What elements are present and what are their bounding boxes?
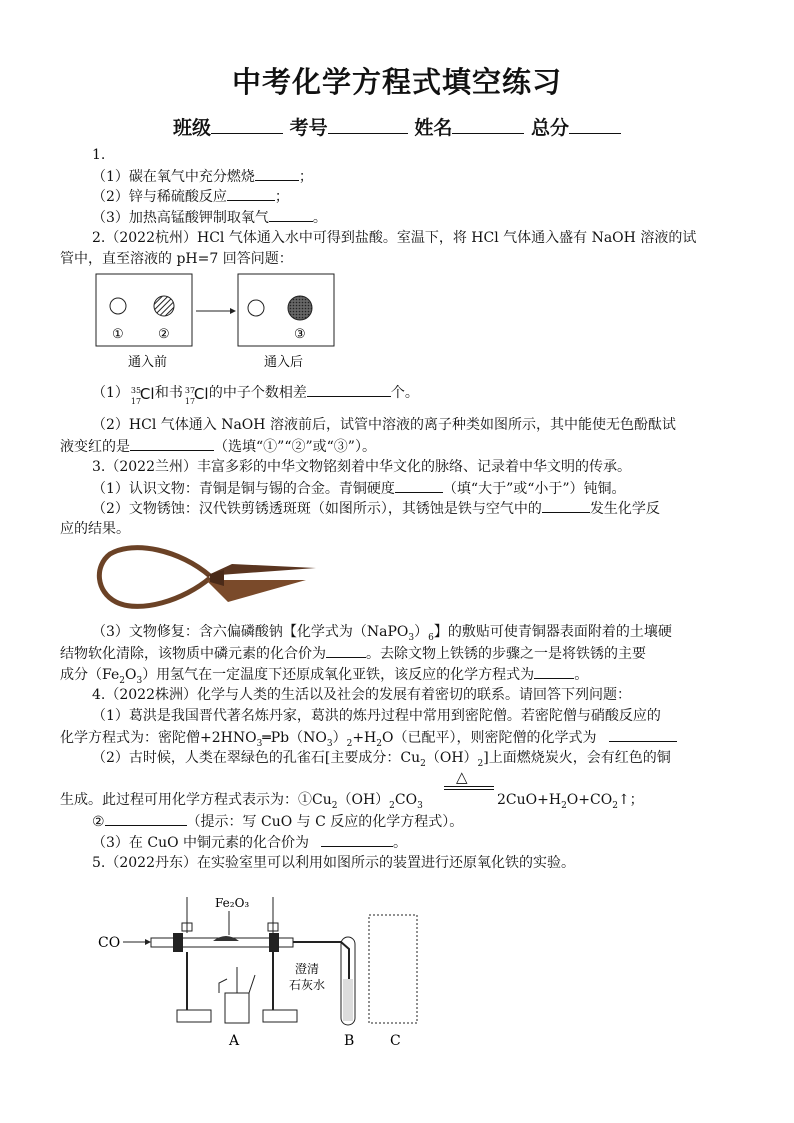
text-fragment: （选填“①”“②”或“③”）。 bbox=[214, 439, 376, 455]
q4-sub2-line3 bbox=[92, 811, 463, 832]
after-label: 通入后 bbox=[264, 355, 304, 370]
arrow-head bbox=[230, 308, 236, 314]
text-fragment: 化学方程式为：密陀僧+2HNO bbox=[60, 730, 257, 746]
q3-sub3-line2 bbox=[60, 643, 646, 664]
text-fragment: 2 bbox=[612, 800, 618, 811]
label-a: A bbox=[229, 1033, 240, 1049]
heat-symbol: △ bbox=[456, 768, 468, 786]
q3-blank4[interactable] bbox=[534, 664, 574, 679]
text-fragment: ； bbox=[274, 189, 289, 205]
label-3: ③ bbox=[294, 327, 306, 342]
ion-circle-2 bbox=[154, 296, 174, 316]
before-box bbox=[96, 274, 192, 346]
text-fragment: （1）碳在氧气中充分燃烧 bbox=[92, 169, 255, 185]
text-fragment: （1） bbox=[92, 385, 129, 401]
co-label: CO bbox=[98, 935, 121, 951]
stopper-left bbox=[173, 933, 183, 952]
q2-blank1[interactable] bbox=[307, 382, 391, 397]
text-fragment: 2 bbox=[477, 758, 484, 769]
apparatus-diagram bbox=[95, 875, 425, 1055]
label-c: C bbox=[390, 1033, 401, 1049]
q1-blank3[interactable] bbox=[269, 207, 313, 222]
label-b: B bbox=[344, 1033, 355, 1049]
text-fragment: ） bbox=[332, 730, 347, 746]
label-2: ② bbox=[158, 327, 170, 342]
text-fragment: ）用氢气在一定温度下还原成氧化亚铁，该反应的化学方程式为 bbox=[142, 667, 535, 683]
box-c bbox=[369, 915, 417, 1023]
text-fragment: ]上面燃烧炭火，会有红色的铜 bbox=[483, 750, 671, 766]
text-fragment: 3 bbox=[136, 675, 143, 686]
text-fragment: O（已配平），则密陀僧的化学式为 bbox=[382, 730, 597, 746]
equation-bar-top bbox=[444, 786, 494, 787]
fe2o3-powder bbox=[213, 936, 239, 941]
nuclide-cl37 bbox=[183, 383, 209, 406]
alcohol-lamp bbox=[225, 993, 249, 1023]
text-fragment: ； bbox=[298, 169, 313, 185]
before-label: 通入前 bbox=[128, 355, 168, 370]
limewater bbox=[343, 979, 353, 1021]
text-fragment: 2 bbox=[346, 738, 353, 749]
ion-circle-3 bbox=[288, 296, 312, 320]
text-fragment: ② bbox=[92, 814, 105, 830]
text-fragment: 17 bbox=[130, 397, 142, 406]
q2-sub1 bbox=[92, 382, 419, 406]
text-fragment: 2CuO+H bbox=[497, 792, 562, 808]
q3-sub2-line1 bbox=[92, 498, 660, 519]
total-score-blank[interactable] bbox=[569, 115, 621, 134]
exam-number-label: 考号 bbox=[289, 117, 328, 139]
text-fragment: 。 bbox=[574, 667, 589, 683]
text-fragment: 。去除文物上铁锈的步骤之一是将铁锈的主要 bbox=[366, 646, 646, 662]
text-fragment: 3 bbox=[408, 632, 415, 643]
text-fragment: （1）认识文物：青铜是铜与锡的合金。青铜硬度 bbox=[92, 481, 395, 497]
text-fragment: （OH） bbox=[337, 792, 390, 808]
exam-number-blank[interactable] bbox=[328, 115, 408, 134]
text-fragment: 的中子个数相差 bbox=[208, 385, 307, 401]
text-fragment: 发生化学反 bbox=[589, 501, 660, 517]
text-fragment: 2 bbox=[420, 758, 426, 769]
text-fragment: O+CO bbox=[566, 792, 613, 808]
name-label: 姓名 bbox=[414, 117, 453, 139]
text-fragment: 3 bbox=[256, 738, 263, 749]
text-fragment: 3 bbox=[417, 800, 423, 811]
stopper-right bbox=[269, 933, 279, 952]
q4-sub1-line1: （1）葛洪是我国晋代著名炼丹家，葛洪的炼丹过程中常用到密陀僧。若密陀僧与硝酸反应的 bbox=[92, 708, 661, 724]
label-1: ① bbox=[112, 327, 124, 342]
q2-sub2-line1: （2）HCl 气体通入 NaOH 溶液前后，试管中溶液的离子种类如图所示，其中能使无色酚酞试 bbox=[92, 417, 676, 433]
q4-blank2[interactable] bbox=[105, 811, 187, 826]
text-fragment: （填“大于”或“小于”）钝铜。 bbox=[442, 481, 626, 497]
q4-blank3[interactable] bbox=[321, 832, 393, 847]
text-fragment: +H bbox=[352, 730, 377, 746]
q3-blank2[interactable] bbox=[542, 498, 590, 513]
fe2o3-label: Fe₂O₃ bbox=[215, 896, 250, 910]
text-fragment: 3 bbox=[326, 738, 333, 749]
q3-blank3[interactable] bbox=[326, 643, 366, 658]
text-fragment: 2 bbox=[376, 738, 383, 749]
text-fragment: 。 bbox=[393, 835, 408, 851]
text-fragment: 2 bbox=[561, 800, 567, 811]
text-fragment: （2）古时候，人类在翠绿色的孔雀石[主要成分：Cu bbox=[92, 750, 421, 766]
text-fragment: 6 bbox=[428, 632, 434, 643]
text-fragment: ═Pb（NO bbox=[262, 730, 327, 746]
q5-stem: 5.（2022丹东）在实验室里可以利用如图所示的装置进行还原氧化铁的实验。 bbox=[92, 855, 575, 871]
text-fragment: （提示：写 CuO 与 C 反应的化学方程式）。 bbox=[186, 814, 464, 830]
text-fragment: （2）锌与稀硫酸反应 bbox=[92, 189, 227, 205]
total-score-label: 总分 bbox=[530, 117, 569, 139]
q1-item2 bbox=[92, 186, 289, 207]
text-fragment: O bbox=[124, 667, 137, 683]
class-blank[interactable] bbox=[211, 115, 283, 134]
q3-sub1 bbox=[92, 478, 626, 499]
text-fragment: ） bbox=[414, 624, 429, 640]
q1-blank2[interactable] bbox=[227, 186, 275, 201]
scissors-handle bbox=[99, 548, 210, 607]
text-fragment: （2）文物锈蚀：汉代铁剪锈透斑斑（如图所示），其锈蚀是铁与空气中的 bbox=[92, 501, 542, 517]
ion-diagram bbox=[88, 268, 338, 373]
nuclide-cl35 bbox=[129, 383, 155, 406]
stand-base-left bbox=[177, 1010, 211, 1022]
ion-circle-after-1 bbox=[248, 300, 264, 316]
text-fragment: CO bbox=[394, 792, 418, 808]
text-fragment: 结物软化清除，该物质中磷元素的化合价为 bbox=[60, 646, 326, 662]
class-label: 班级 bbox=[173, 117, 212, 139]
text-fragment: 成分（Fe bbox=[60, 667, 120, 683]
text-fragment: （3）在 CuO 中铜元素的化合价为 bbox=[92, 835, 310, 851]
q3-stem: 3.（2022兰州）丰富多彩的中华文物铭刻着中华文化的脉络、记录着中华文明的传承。 bbox=[92, 459, 631, 475]
co-arrowhead bbox=[145, 939, 151, 945]
text-fragment: 2 bbox=[119, 675, 125, 686]
iron-scissors-image bbox=[92, 540, 317, 616]
q2-stem-line2: 管中，直至溶液的 pH=7 回答问题： bbox=[60, 251, 293, 267]
q4-sub3 bbox=[92, 832, 407, 853]
limewater-label-1: 澄清 bbox=[295, 962, 320, 976]
page-title: 中考化学方程式填空练习 bbox=[231, 65, 562, 99]
q2-stem-line1: 2.（2022杭州）HCl 气体通入水中可得到盐酸。室温下，将 HCl 气体通入盛有 NaOH 溶液的试 bbox=[92, 230, 697, 246]
text-fragment: 】的敷贴可使青铜器表面附着的土壤硬 bbox=[433, 624, 672, 640]
limewater-label-2: 石灰水 bbox=[289, 978, 326, 992]
text-fragment: 17 bbox=[184, 397, 196, 406]
q1-item3 bbox=[92, 207, 327, 228]
name-blank[interactable] bbox=[452, 115, 524, 134]
q3-sub2-line2: 应的结果。 bbox=[60, 521, 130, 537]
text-fragment: 。 bbox=[312, 210, 327, 226]
text-fragment: 液变红的是 bbox=[60, 439, 130, 455]
q1-blank1[interactable] bbox=[255, 166, 299, 181]
stand-base-right bbox=[263, 1010, 297, 1022]
text-fragment: ↑； bbox=[617, 792, 644, 808]
text-fragment: （3）文物修复：含六偏磷酸钠【化学式为（NaPO bbox=[92, 624, 409, 640]
text-fragment: Cl bbox=[193, 385, 209, 403]
q1-item1 bbox=[92, 166, 313, 187]
q2-sub2-line2 bbox=[60, 436, 376, 457]
text-fragment: 个。 bbox=[390, 385, 419, 401]
text-fragment: 2 bbox=[389, 800, 395, 811]
q2-blank2[interactable] bbox=[130, 436, 214, 451]
equation-bar-bottom bbox=[444, 789, 494, 790]
q4-sub2-line1 bbox=[92, 748, 671, 774]
text-fragment: Cl bbox=[139, 385, 155, 403]
text-fragment: 2 bbox=[331, 800, 338, 811]
text-fragment: 和书 bbox=[154, 385, 183, 401]
text-fragment: 生成。此过程可用化学方程式表示为：①Cu bbox=[60, 792, 332, 808]
ion-circle-1 bbox=[110, 298, 126, 314]
q4-equation-products bbox=[497, 790, 644, 816]
q3-blank1[interactable] bbox=[395, 478, 443, 493]
student-info-row bbox=[0, 113, 794, 140]
q4-stem: 4.（2022株洲）化学与人类的生活以及社会的发展有着密切的联系。请回答下列问题： bbox=[92, 687, 631, 703]
q4-blank1[interactable] bbox=[609, 727, 677, 742]
text-fragment: （3）加热高锰酸钾制取氧气 bbox=[92, 210, 269, 226]
q1-number: 1. bbox=[92, 147, 106, 163]
text-fragment: （OH） bbox=[425, 750, 478, 766]
text-fragment: 37 bbox=[184, 386, 196, 395]
text-fragment: 35 bbox=[130, 386, 142, 395]
